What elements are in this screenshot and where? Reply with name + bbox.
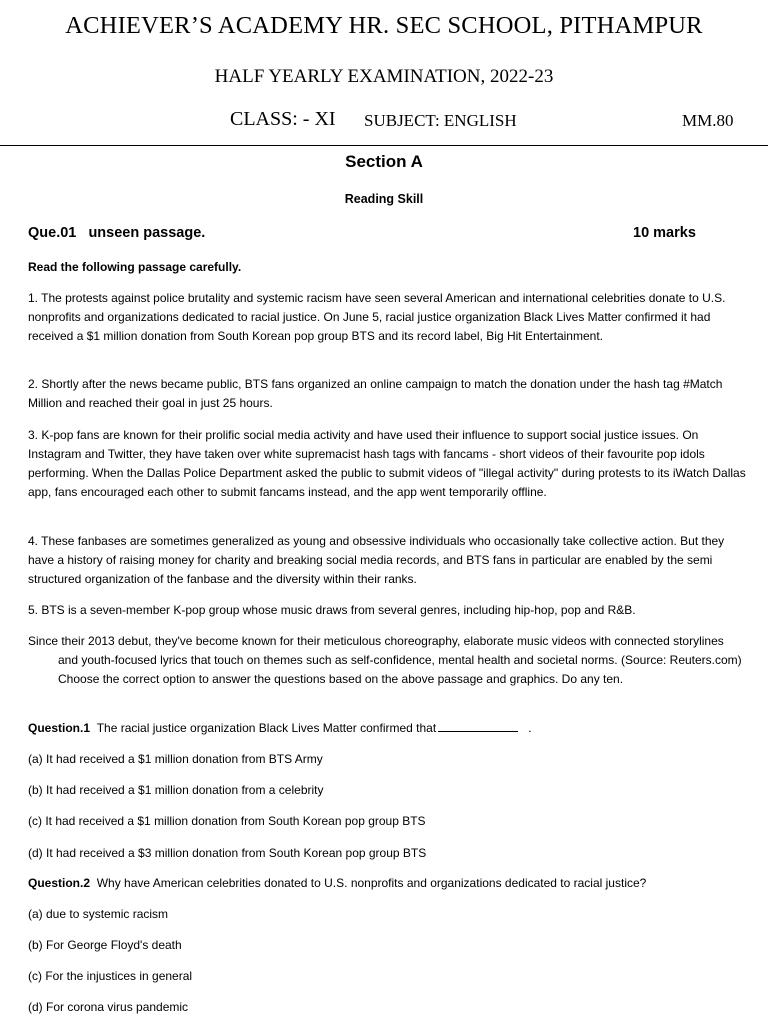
question-heading: Que.01 unseen passage. — [28, 225, 206, 241]
question-1-option-a: (a) It had received a $1 million donation from BTS Army — [28, 752, 323, 766]
passage-paragraph-3: 3. K-pop fans are known for their prolific social media activity and have used their influence to support social justice issues. On Instagram and Twitter, they have taken over white supremacist hash tags with fancams - short videos of their favourite pop idols performing. When the Dallas Police Department asked the public to submit videos of "illegal activity" during protests to its iWatch Dallas app, fans encouraged each other to submit fancams instead, and the app went temporarily offline. — [28, 428, 746, 499]
answer-blank — [438, 719, 518, 732]
subject-label: SUBJECT: ENGLISH — [364, 111, 517, 130]
max-marks: MM.80 — [682, 111, 734, 130]
question-1 — [28, 719, 746, 738]
header-divider — [0, 145, 768, 146]
question-1-option-d: (d) It had received a $3 million donation from South Korean pop group BTS — [28, 846, 427, 860]
passage-paragraph-4: 4. These fanbases are sometimes generalized as young and obsessive individuals who occasionally take collective action. But they have a history of raising money for charity and breaking social media records, and BTS fans in particular are enabled by the semi structured organization of the fanbase and the diversity within their ranks. — [28, 534, 725, 586]
question-2-label: Question.2 — [28, 876, 91, 890]
section-title: Section A — [345, 152, 423, 171]
question-1-label: Question.1 — [28, 721, 91, 735]
question-1-text: The racial justice organization Black Lives Matter confirmed that — [96, 721, 437, 735]
section-subtitle: Reading Skill — [344, 192, 424, 206]
question-2 — [28, 874, 746, 893]
question-1-option-b: (b) It had received a $1 million donation from a celebrity — [28, 783, 324, 797]
question-2-option-a: (a) due to systemic racism — [28, 907, 169, 921]
question-1-option-c: (c) It had received a $1 million donation from South Korean pop group BTS — [28, 814, 426, 828]
question-2-option-c: (c) For the injustices in general — [28, 969, 193, 983]
question-marks: 10 marks — [633, 225, 696, 241]
exam-title: HALF YEARLY EXAMINATION, 2022-23 — [214, 66, 554, 87]
question-2-text: Why have American celebrities donated to U.S. nonprofits and organizations dedicated to racial justice? — [96, 876, 647, 890]
question-2-option-d: (d) For corona virus pandemic — [28, 1000, 189, 1014]
passage-paragraph-1: 1. The protests against police brutality and systemic racism have seen several American and international celebrities donate to U.S. nonprofits and organizations dedicated to racial justice. On June 5, racial justice organization Black Lives Matter confirmed it had received a $1 million donation from South Korean pop group BTS and its record label, Big Hit Entertainment. — [28, 291, 726, 343]
passage-paragraph-5: 5. BTS is a seven-member K-pop group whose music draws from several genres, including hip-hop, pop and R&B. — [28, 603, 636, 617]
passage-paragraph-6: Since their 2013 debut, they've become known for their meticulous choreography, elaborate music videos with connected storylines and youth-focused lyrics that touch on themes such as self-confidence, mental health and societal norms. (Source: Reuters.com) Choose the correct option to answer the questions based on the above passage and graphics. Do any ten. — [28, 634, 742, 686]
question-2-option-b: (b) For George Floyd's death — [28, 938, 182, 952]
class-label: CLASS: - XI — [230, 108, 336, 130]
passage-paragraph-2: 2. Shortly after the news became public, BTS fans organized an online campaign to match the donation under the hash tag #Match Million and reached their goal in just 25 hours. — [28, 377, 723, 410]
instruction: Read the following passage carefully. — [28, 260, 242, 274]
school-name: ACHIEVER’S ACADEMY HR. SEC SCHOOL, PITHAMPUR — [65, 12, 703, 39]
question-1-end: . — [528, 721, 532, 735]
